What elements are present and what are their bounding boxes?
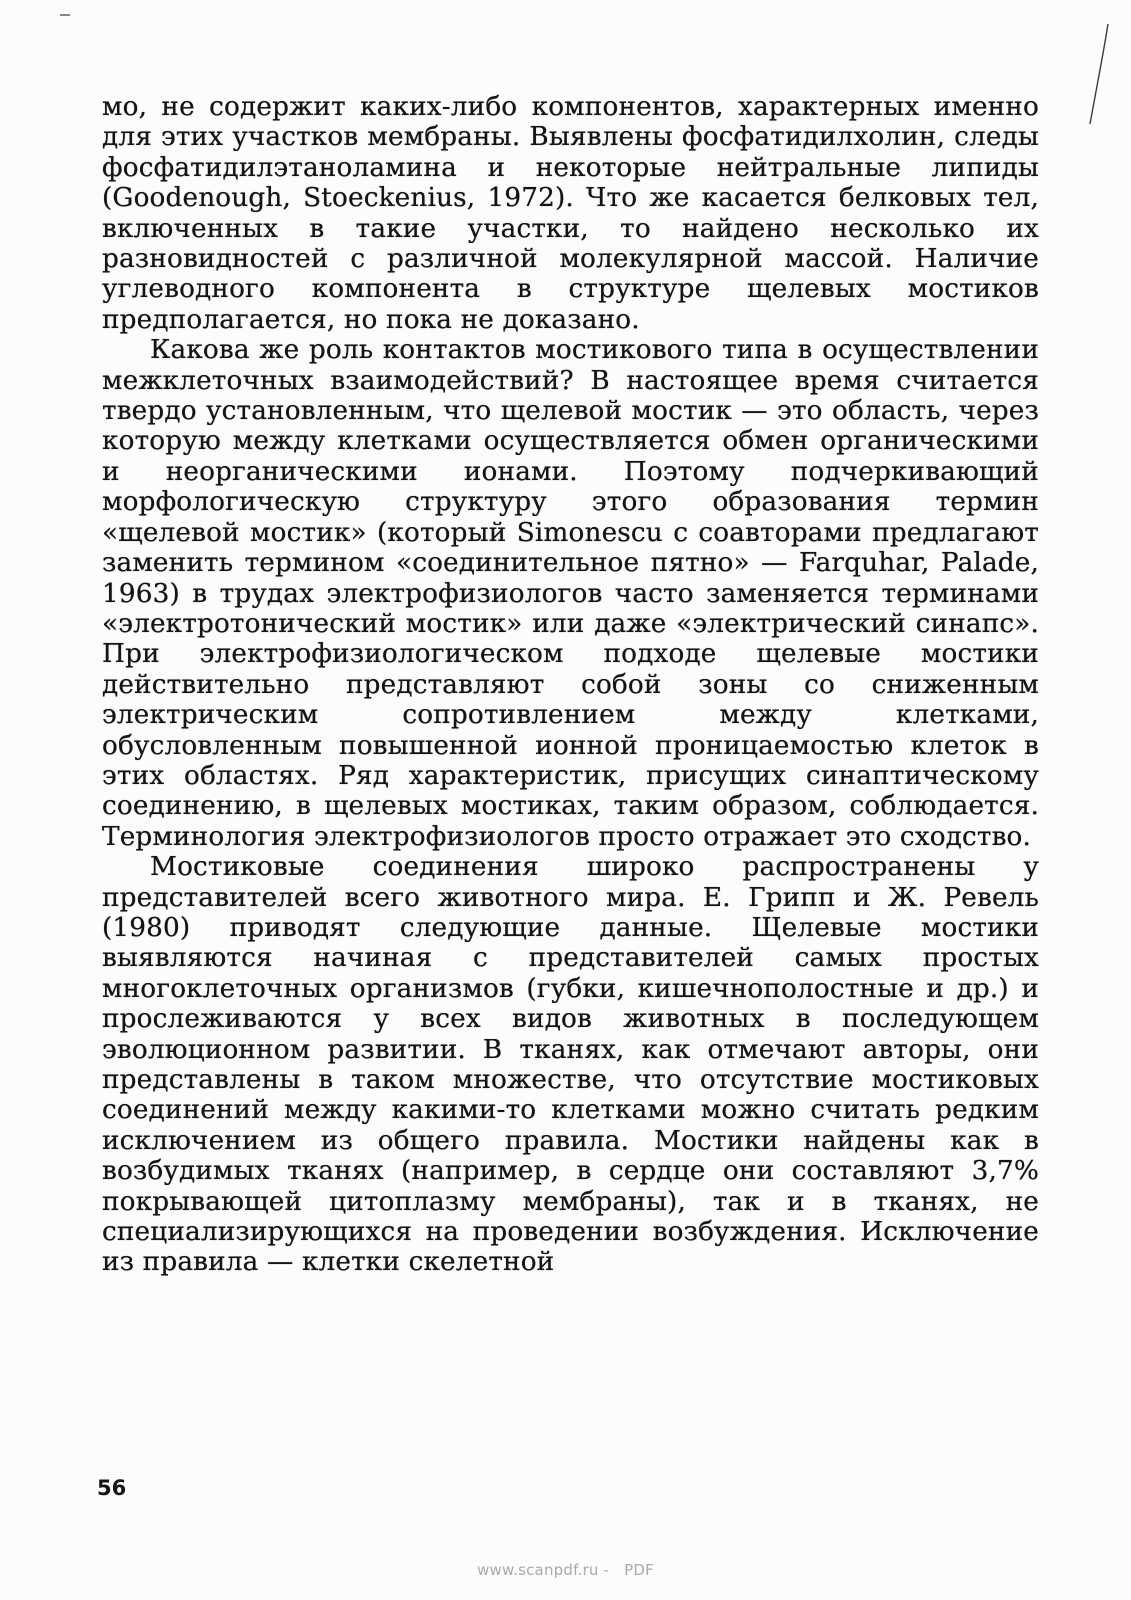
paragraph-continued: мо, не содержит каких-либо компонентов, характерных именно для этих участков мембраны. Выявлены фосфатидилхолин, следы фосфатидилэтаноламина и некоторые нейтральные липиды (Goodenough, Stoeckenius, 1972). Что же касается белковых тел, включенных в такие участки, то найдено несколько их разновидностей с различной молекулярной массой. Наличие углеводного компонента в структуре щелевых мостиков предполагается, но пока не доказано. [102, 92, 1039, 335]
watermark-site: www.scanpdf.ru - [477, 1561, 610, 1579]
margin-pencil-stroke [1078, 20, 1118, 130]
body-text [102, 92, 1039, 1278]
page-number: 56 [97, 1476, 127, 1500]
paragraph-role-of-contacts: Какова же роль контактов мостикового типа в осуществлении межклеточных взаимодействий? В настоящее время считается твердо установленным, что щелевой мостик — это область, через которую между клетками осуществляется обмен органическими и неорганическими ионами. Поэтому подчеркивающий морфологическую структуру этого образования термин «щелевой мостик» (который Simonescu с соавторами предлагают заменить термином «соединительное пятно» — Farquhar, Palade, 1963) в трудах электрофизиологов часто заменяется терминами «электротонический мостик» или даже «электрический синапс». При электрофизиологическом подходе щелевые мостики действительно представляют собой зоны со сниженным электрическим сопротивлением между клетками, обусловленным повышенной ионной проницаемостью клеток в этих областях. Ряд характеристик, присущих синаптическому соединению, в щелевых мостиках, таким образом, соблюдается. Терминология электрофизиологов просто отражает это сходство. [102, 335, 1039, 852]
scan-watermark [0, 1561, 1131, 1579]
scan-speck [60, 12, 72, 18]
paragraph-distribution: Мостиковые соединения широко распространены у представителей всего животного мира. Е. Грипп и Ж. Ревель (1980) приводят следующие данные. Щелевые мостики выявляются начиная с представителей самых простых многоклеточных организмов (губки, кишечнополостные и др.) и прослеживаются у всех видов животных в последующем эволюционном развитии. В тканях, как отмечают авторы, они представлены в таком множестве, что отсутствие мостиковых соединений между какими-то клетками можно считать редким исключением из общего правила. Мостики найдены как в возбудимых тканях (например, в сердце они составляют 3,7% покрывающей цитоплазму мембраны), так и в тканях, не специализирующихся на проведении возбуждения. Исключение из правила — клетки скелетной [102, 852, 1039, 1278]
watermark-format: PDF [624, 1561, 654, 1579]
